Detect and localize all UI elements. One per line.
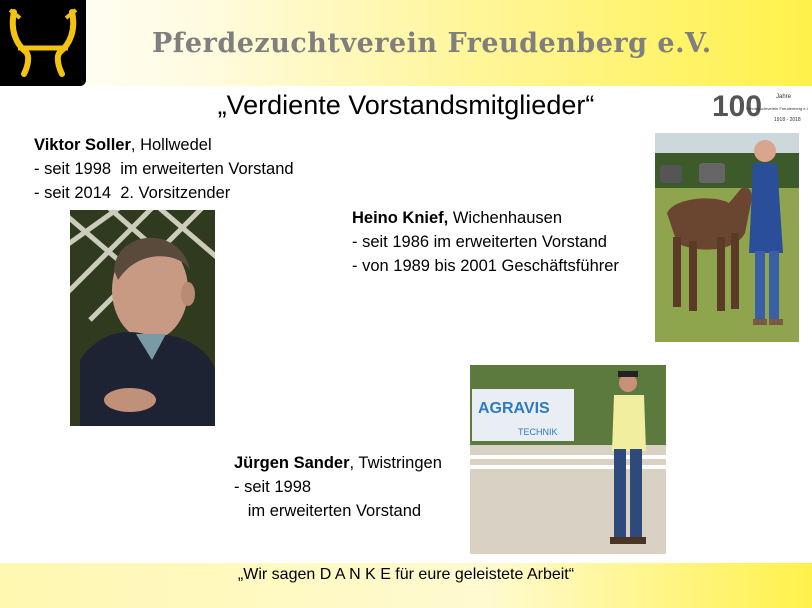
member-line: - von 1989 bis 2001 Geschäftsführer	[352, 257, 619, 275]
member-place: Wichenhausen	[448, 209, 563, 227]
member-line: im erweiterten Vorstand	[234, 502, 422, 520]
member-place: , Hollwedel	[130, 136, 212, 154]
badge-label: Jahre	[776, 94, 792, 100]
banner-brand: AGRAVIS	[478, 400, 550, 417]
photo-heino-knief	[655, 133, 799, 342]
member-heino-knief	[352, 206, 619, 278]
member-line: - seit 1998 im erweiterten Vorstand	[34, 160, 294, 178]
photo-juergen-sander	[470, 365, 666, 554]
badge-number: 100	[712, 90, 763, 123]
badge-sub: Pferdezuchtverein Freudenberg e.V.	[746, 106, 808, 111]
member-name: Jürgen Sander	[234, 454, 350, 472]
member-line: - seit 1986 im erweiterten Vorstand	[352, 233, 607, 251]
member-place: , Twistringen	[349, 454, 442, 472]
footer-thanks: „Wir sagen D A N K E für eure geleistete Arbeit“	[237, 566, 575, 583]
member-line: - seit 1998	[234, 478, 312, 496]
member-viktor-soller	[34, 133, 294, 205]
banner-sub: TECHNIK	[518, 427, 558, 437]
member-line: - seit 2014 2. Vorsitzender	[34, 184, 231, 202]
member-name: Viktor Soller	[34, 136, 131, 154]
member-juergen-sander	[234, 451, 442, 523]
slide-title: „Verdiente Vorstandsmitglieder“	[217, 90, 595, 120]
member-name: Heino Knief,	[352, 209, 449, 227]
photo-viktor-soller	[70, 210, 215, 426]
club-logo	[0, 0, 86, 86]
organization-name: Pferdezuchtverein Freudenberg e.V.	[152, 28, 712, 59]
badge-years: 1918 - 2018	[774, 117, 801, 123]
